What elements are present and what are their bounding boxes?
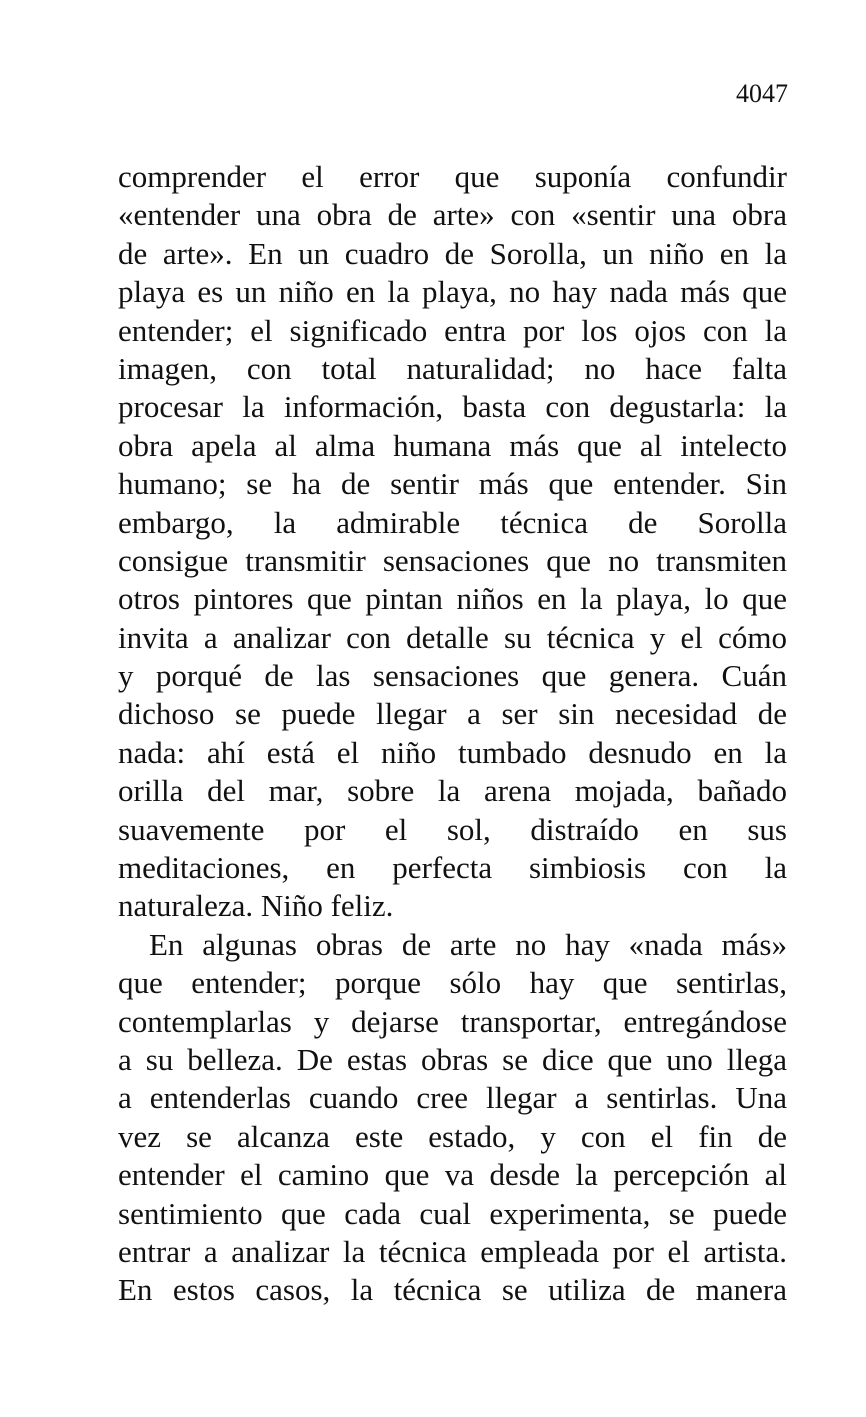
text-line: otros pintores que pintan niños en la playa, lo que	[118, 581, 787, 617]
text-line: consigue transmitir sensaciones que no transmiten	[118, 542, 787, 578]
body-text	[118, 158, 787, 1310]
text-line: imagen, con total naturalidad; no hace falta	[118, 350, 787, 386]
text-line: comprender el error que suponía confundir	[118, 159, 787, 194]
text-line: de arte». En un cuadro de Sorolla, un niño en la	[118, 235, 787, 271]
text-line: nada: ahí está el niño tumbado desnudo en la	[118, 734, 787, 770]
text-line: embargo, la admirable técnica de Sorolla	[118, 504, 787, 540]
text-line: playa es un niño en la playa, no hay nada más que	[118, 274, 787, 310]
text-line: a su belleza. De estas obras se dice que uno llega	[118, 1041, 787, 1077]
text-line: En estos casos, la técnica se utiliza de manera	[118, 1272, 787, 1308]
text-line: sentimiento que cada cual experimenta, se puede	[118, 1195, 787, 1231]
text-line: contemplarlas y dejarse transportar, entregándose	[118, 1003, 787, 1039]
text-line: meditaciones, en perfecta simbiosis con la	[118, 850, 787, 886]
text-line: entender el camino que va desde la percepción al	[118, 1157, 787, 1193]
text-line: obra apela al alma humana más que al intelecto	[118, 427, 787, 463]
text-line: En algunas obras de arte no hay «nada más»	[149, 926, 787, 962]
text-line: que entender; porque sólo hay que sentirlas,	[118, 965, 787, 1001]
text-line: y porqué de las sensaciones que genera. Cuán	[118, 658, 787, 694]
text-line: vez se alcanza este estado, y con el fin de	[118, 1118, 787, 1154]
text-line: procesar la información, basta con degustarla: la	[118, 389, 787, 425]
text-line: entrar a analizar la técnica empleada por el artista.	[118, 1233, 787, 1269]
text-line: naturaleza. Niño feliz.	[118, 888, 394, 924]
text-line: humano; se ha de sentir más que entender. Sin	[118, 466, 787, 502]
text-line: entender; el significado entra por los ojos con la	[118, 312, 787, 348]
text-line: orilla del mar, sobre la arena mojada, bañado	[118, 773, 787, 809]
text-line: suavemente por el sol, distraído en sus	[118, 811, 787, 847]
page-number: 4047	[736, 79, 788, 108]
paragraph-2	[118, 926, 787, 1310]
text-line: dichoso se puede llegar a ser sin necesidad de	[118, 696, 787, 732]
paragraph-1	[118, 158, 787, 926]
text-line: a entenderlas cuando cree llegar a sentirlas. Una	[118, 1080, 787, 1116]
text-line: «entender una obra de arte» con «sentir una obra	[118, 197, 787, 233]
text-line: invita a analizar con detalle su técnica y el cómo	[118, 619, 787, 655]
